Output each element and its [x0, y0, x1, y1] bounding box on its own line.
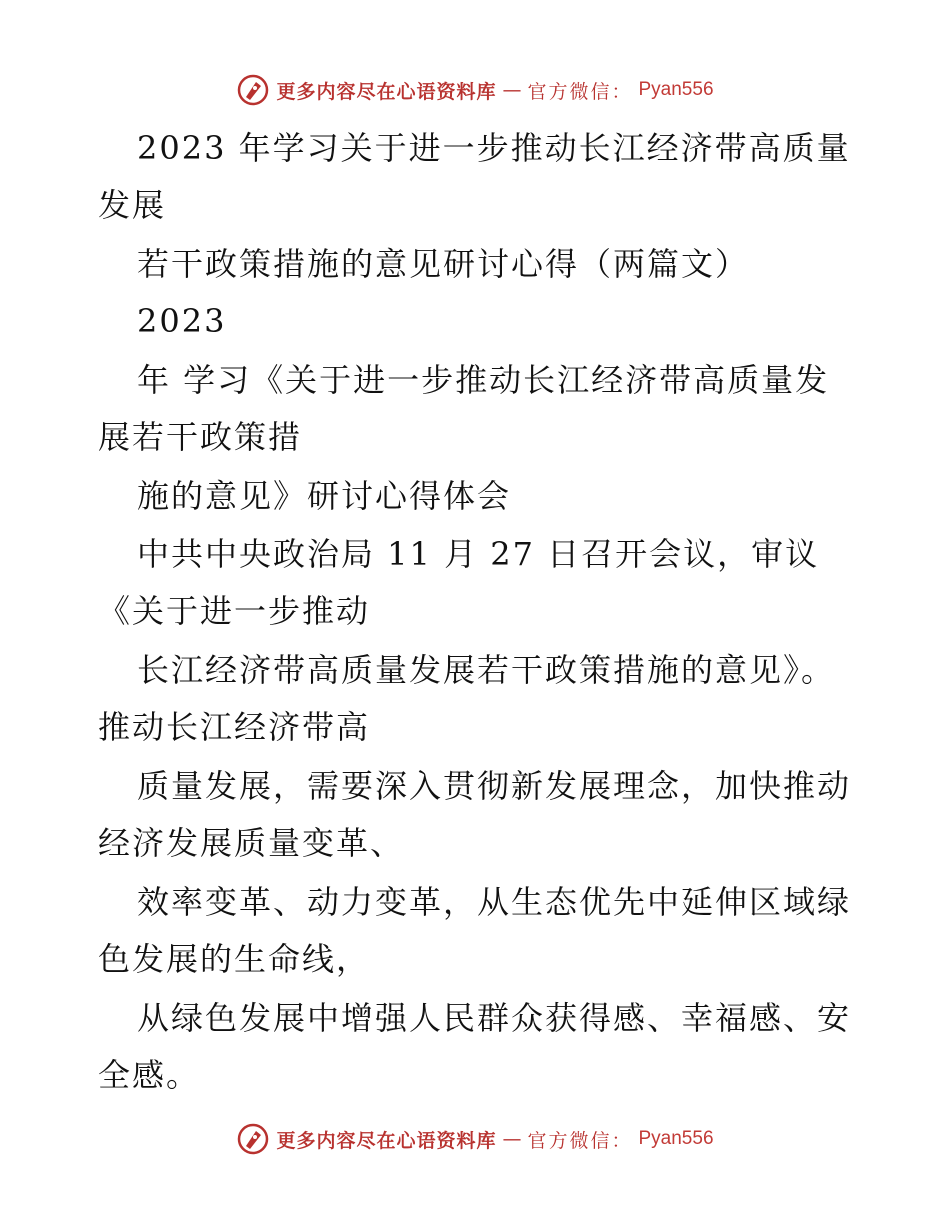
text-line: 发展: [98, 186, 167, 224]
banner-brand: 更多内容尽在心语资料库: [276, 80, 497, 103]
text-line: 年 学习《关于进一步推动长江经济带高质量发: [137, 361, 830, 399]
text-line: 从绿色发展中增强人民群众获得感、幸福感、安: [137, 999, 852, 1037]
text-line: 2023 年学习关于进一步推动长江经济带高质量: [137, 129, 851, 167]
text-line: 2023: [137, 302, 227, 340]
text-line: 施的意见》研讨心得体会: [137, 477, 512, 515]
header-banner: [0, 70, 950, 110]
banner-dash: —: [502, 79, 522, 101]
banner-wechat-label: 官方微信：: [527, 80, 633, 103]
text-line: 效率变革、动力变革，从生态优先中延伸区域绿: [137, 883, 852, 921]
pen-nib-icon: [236, 1122, 270, 1156]
text-line: 质量发展，需要深入贯彻新发展理念，加快推动: [137, 767, 852, 805]
text-line: 色发展的生命线，: [98, 940, 371, 978]
footer-banner: [0, 1119, 950, 1159]
text-line: 推动长江经济带高: [98, 708, 371, 746]
text-line: 《关于进一步推动: [98, 592, 371, 630]
pen-nib-icon: [236, 73, 270, 107]
text-line: 长江经济带高质量发展若干政策措施的意见》。: [137, 651, 836, 689]
text-line: 经济发展质量变革、: [98, 824, 405, 862]
banner-brand: 更多内容尽在心语资料库: [276, 1129, 497, 1152]
text-line: 若干政策措施的意见研讨心得（两篇文）: [137, 245, 750, 283]
banner-dash: —: [502, 1128, 522, 1150]
banner-account: Pyan556: [638, 1128, 714, 1149]
banner-wechat-label: 官方微信：: [527, 1129, 633, 1152]
text-line: 展若干政策措: [98, 418, 303, 456]
banner-account: Pyan556: [638, 79, 714, 100]
text-line: 中共中央政治局 11 月 27 日召开会议，审议: [137, 535, 820, 573]
text-line: 全感。: [98, 1056, 201, 1094]
